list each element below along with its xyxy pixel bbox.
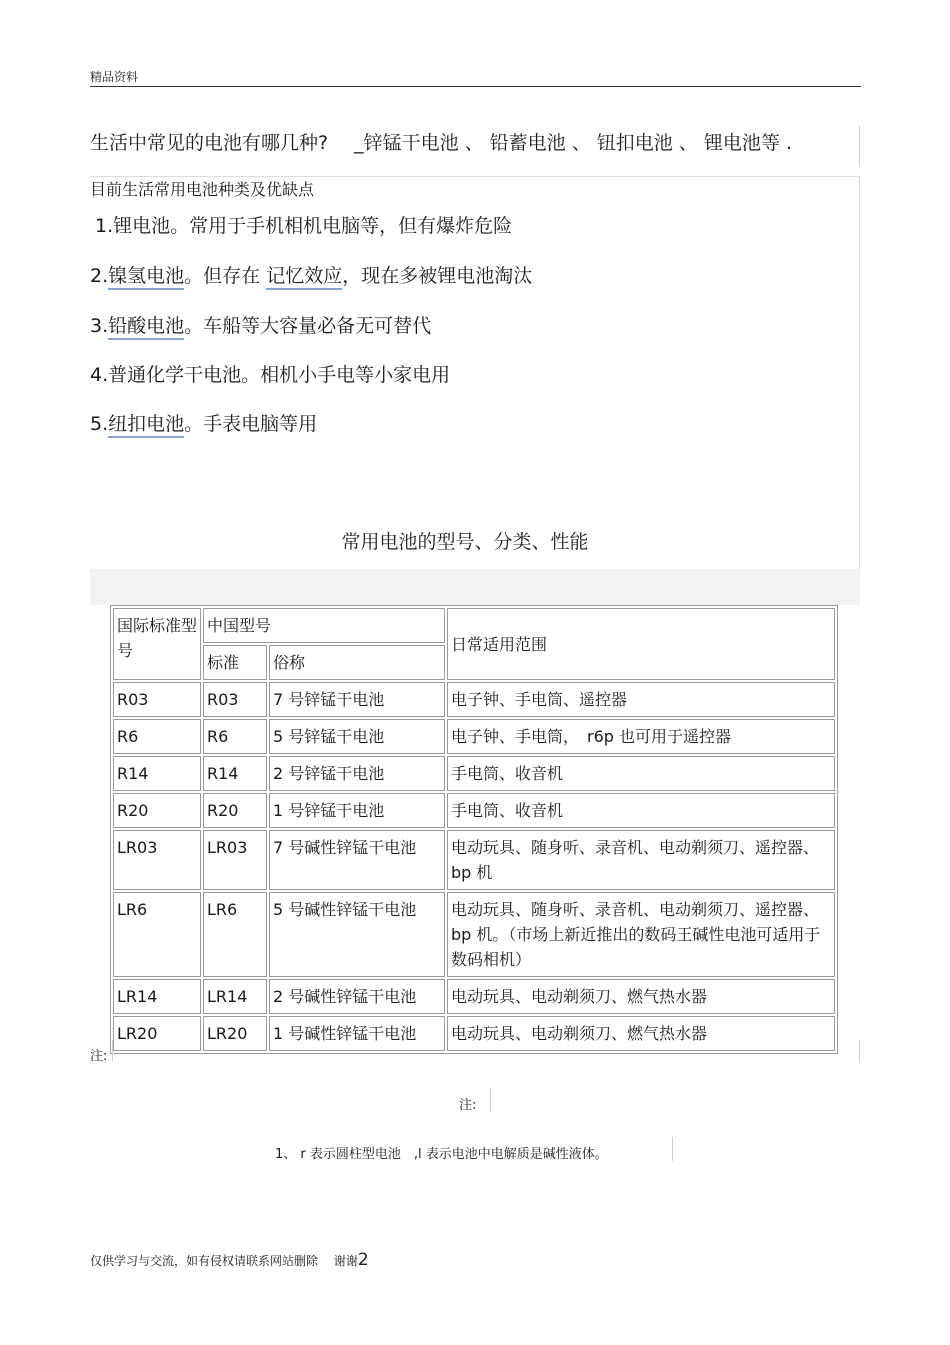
- item-link[interactable]: 纽扣电池: [108, 413, 184, 438]
- cell-usage: 电子钟、手电筒， r6p 也可用于遥控器: [447, 719, 835, 754]
- cell-intl: R14: [113, 756, 201, 791]
- cell-intl: LR03: [113, 830, 201, 890]
- header-china-model: 中国型号: [203, 608, 445, 643]
- table-header-row: [113, 608, 835, 643]
- battery-item-4: [90, 360, 450, 387]
- table-row: [113, 756, 835, 791]
- table-row: [113, 793, 835, 828]
- table-row: [113, 719, 835, 754]
- cell-intl: R03: [113, 682, 201, 717]
- item-description: 。相机小手电等小家电用: [241, 364, 451, 386]
- header-label: 精品资料: [90, 70, 139, 84]
- battery-spec-table: [110, 605, 838, 1054]
- item-number: 4.: [90, 364, 109, 386]
- memory-effect-link[interactable]: 记忆效应: [266, 265, 342, 290]
- page-number: 2: [357, 1250, 369, 1270]
- question-answer: _锌锰干电池 、 铅蓄电池 、 钮扣电池 、 锂电池等 .: [354, 132, 792, 154]
- cell-usage: 电动玩具、随身听、录音机、电动剃须刀、遥控器、 bp 机。（市场上新近推出的数码王碱性电池可适用于数码相机）: [447, 892, 835, 977]
- table-row: [113, 830, 835, 890]
- note-label: 注:: [90, 1049, 108, 1064]
- item-description: ，现在多被锂电池淘汰: [342, 265, 533, 287]
- header-intl-model: 国际标准型号: [113, 608, 201, 680]
- cell-intl: LR6: [113, 892, 201, 977]
- panel-footer-band: [90, 569, 860, 605]
- item-description: 。手表电脑等用: [184, 413, 318, 435]
- table-title: 常用电池的型号、分类、性能: [341, 531, 589, 553]
- panel-subtitle: 目前生活常用电池种类及优缺点: [90, 180, 315, 199]
- note-divider: [490, 1088, 491, 1112]
- cell-usage: 电动玩具、电动剃须刀、燃气热水器: [447, 1016, 835, 1051]
- cell-common-name: 2 号锌锰干电池: [269, 756, 445, 791]
- cell-intl: R20: [113, 793, 201, 828]
- item-number: 2.: [90, 265, 109, 287]
- battery-item-5: [90, 409, 317, 436]
- cell-intl: LR20: [113, 1016, 201, 1051]
- header-common-name: 俗称: [269, 645, 445, 680]
- cell-intl: LR14: [113, 979, 201, 1014]
- cell-common-name: 5 号锌锰干电池: [269, 719, 445, 754]
- item-number: 1.: [95, 215, 114, 237]
- item-name: 普通化学干电池: [108, 364, 242, 386]
- question-text: 生活中常见的电池有哪几种?: [90, 132, 329, 154]
- cell-standard: LR20: [203, 1016, 267, 1051]
- cell-usage: 电动玩具、随身听、录音机、电动剃须刀、遥控器、 bp 机: [447, 830, 835, 890]
- cell-intl: R6: [113, 719, 201, 754]
- cell-standard: LR03: [203, 830, 267, 890]
- table-row: [113, 1016, 835, 1051]
- cell-common-name: 1 号锌锰干电池: [269, 793, 445, 828]
- cell-standard: LR6: [203, 892, 267, 977]
- cell-standard: R14: [203, 756, 267, 791]
- cell-usage: 电动玩具、电动剃须刀、燃气热水器: [447, 979, 835, 1014]
- battery-types-panel: [90, 176, 860, 604]
- cell-usage: 电子钟、手电筒、遥控器: [447, 682, 835, 717]
- note-divider: [112, 1040, 113, 1062]
- item-name: 锂电池: [113, 215, 171, 237]
- cell-standard: LR14: [203, 979, 267, 1014]
- cell-usage: 手电筒、收音机: [447, 756, 835, 791]
- header-standard: 标准: [203, 645, 267, 680]
- cell-standard: R03: [203, 682, 267, 717]
- cell-common-name: 5 号碱性锌锰干电池: [269, 892, 445, 977]
- table-row: [113, 892, 835, 977]
- battery-item-3: [90, 311, 431, 338]
- battery-item-1: [95, 211, 512, 238]
- cell-standard: R20: [203, 793, 267, 828]
- cell-common-name: 1 号碱性锌锰干电池: [269, 1016, 445, 1051]
- cell-common-name: 2 号碱性锌锰干电池: [269, 979, 445, 1014]
- item-description: 。常用于手机相机电脑等，但有爆炸危险: [170, 215, 513, 237]
- item-description: 。但存在: [184, 265, 267, 287]
- item-link[interactable]: 镍氢电池: [108, 265, 184, 290]
- cell-usage: 手电筒、收音机: [447, 793, 835, 828]
- note-divider: [859, 1040, 860, 1062]
- footer-text: 仅供学习与交流，如有侵权请联系网站删除 谢谢: [90, 1254, 358, 1268]
- question-line: [90, 128, 792, 155]
- item-number: 5.: [90, 413, 109, 435]
- column-divider: [859, 126, 860, 166]
- item-link[interactable]: 铅酸电池: [108, 315, 184, 340]
- table-row: [113, 979, 835, 1014]
- note-text: 1、 r 表示圆柱型电池 ,l 表示电池中电解质是碱性液体。: [275, 1147, 608, 1162]
- item-description: 。车船等大容量必备无可替代: [184, 315, 432, 337]
- cell-common-name: 7 号锌锰干电池: [269, 682, 445, 717]
- cell-standard: R6: [203, 719, 267, 754]
- battery-item-2: [90, 261, 532, 288]
- header-divider: [90, 86, 861, 87]
- note-divider: [672, 1137, 673, 1161]
- table-row: [113, 682, 835, 717]
- note-heading: 注:: [459, 1098, 477, 1113]
- cell-common-name: 7 号碱性锌锰干电池: [269, 830, 445, 890]
- page-footer: [90, 1250, 369, 1270]
- item-number: 3.: [90, 315, 109, 337]
- header-usage: 日常适用范围: [447, 608, 835, 680]
